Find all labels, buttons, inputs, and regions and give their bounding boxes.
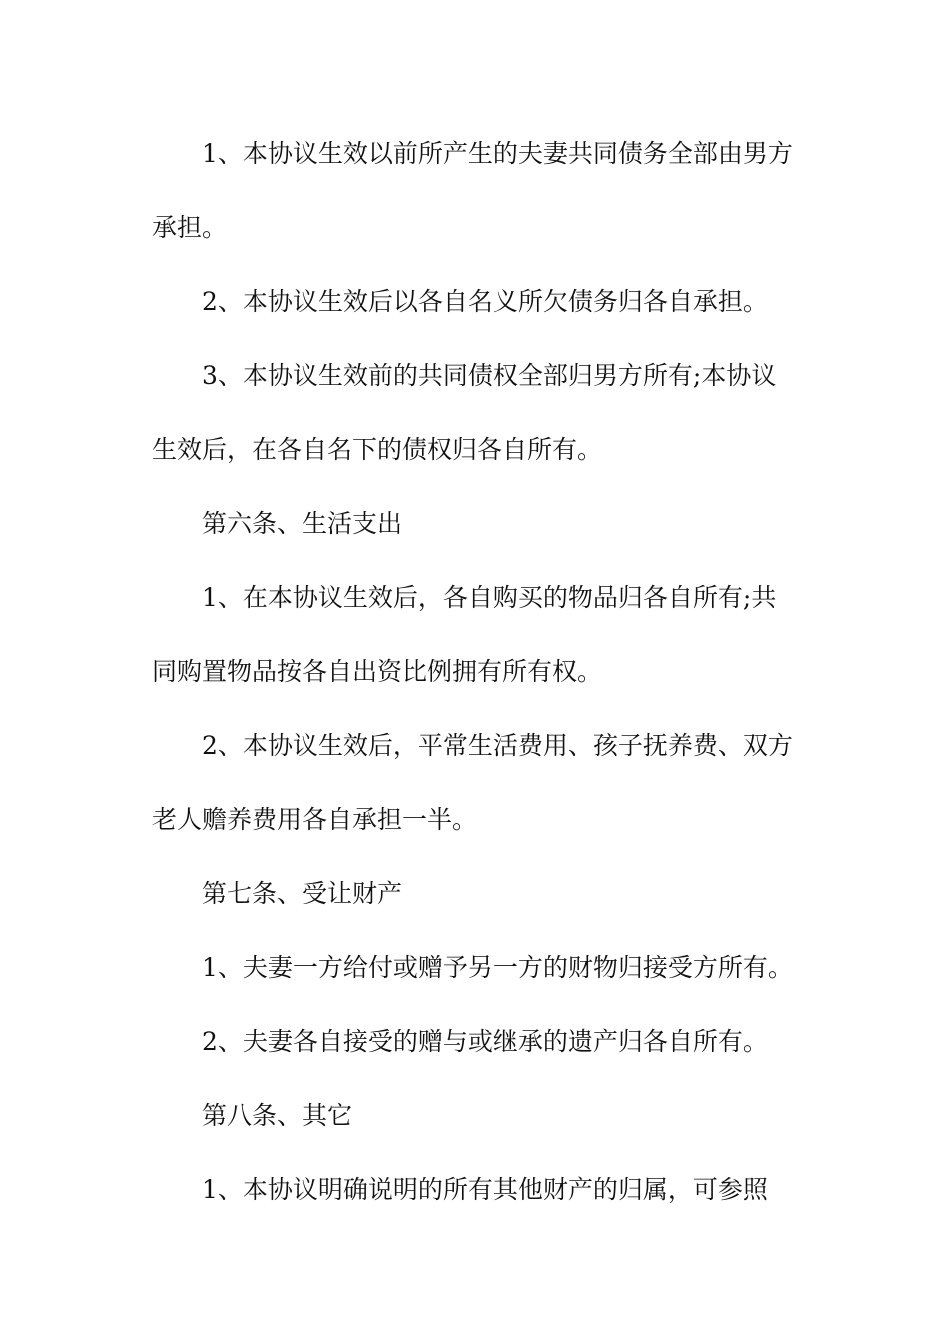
article-8-heading: 第八条、其它 — [202, 1101, 353, 1130]
living-clause-2-line-2: 老人赡养费用各自承担一半。 — [152, 805, 478, 834]
other-clause-1-line-1: 1、本协议明确说明的所有其他财产的归属，可参照 — [202, 1175, 768, 1204]
debt-clause-2: 2、本协议生效后以各自名义所欠债务归各自承担。 — [202, 287, 768, 316]
debt-clause-3-line-2: 生效后，在各自名下的债权归各自所有。 — [152, 435, 603, 464]
living-clause-2-line-1: 2、本协议生效后，平常生活费用、孩子抚养费、双方 — [202, 731, 793, 760]
article-6-heading: 第六条、生活支出 — [202, 509, 403, 538]
article-7-heading: 第七条、受让财产 — [202, 879, 403, 908]
transfer-clause-1: 1、夫妻一方给付或赠予另一方的财物归接受方所有。 — [202, 953, 793, 982]
debt-clause-1-line-1: 1、本协议生效以前所产生的夫妻共同债务全部由男方 — [202, 139, 793, 168]
living-clause-1-line-1: 1、在本协议生效后，各自购买的物品归各自所有;共 — [202, 583, 777, 612]
living-clause-1-line-2: 同购置物品按各自出资比例拥有所有权。 — [152, 657, 603, 686]
debt-clause-3-line-1: 3、本协议生效前的共同债权全部归男方所有;本协议 — [202, 361, 777, 390]
transfer-clause-2: 2、夫妻各自接受的赠与或继承的遗产归各自所有。 — [202, 1027, 768, 1056]
debt-clause-1-line-2: 承担。 — [152, 213, 228, 242]
